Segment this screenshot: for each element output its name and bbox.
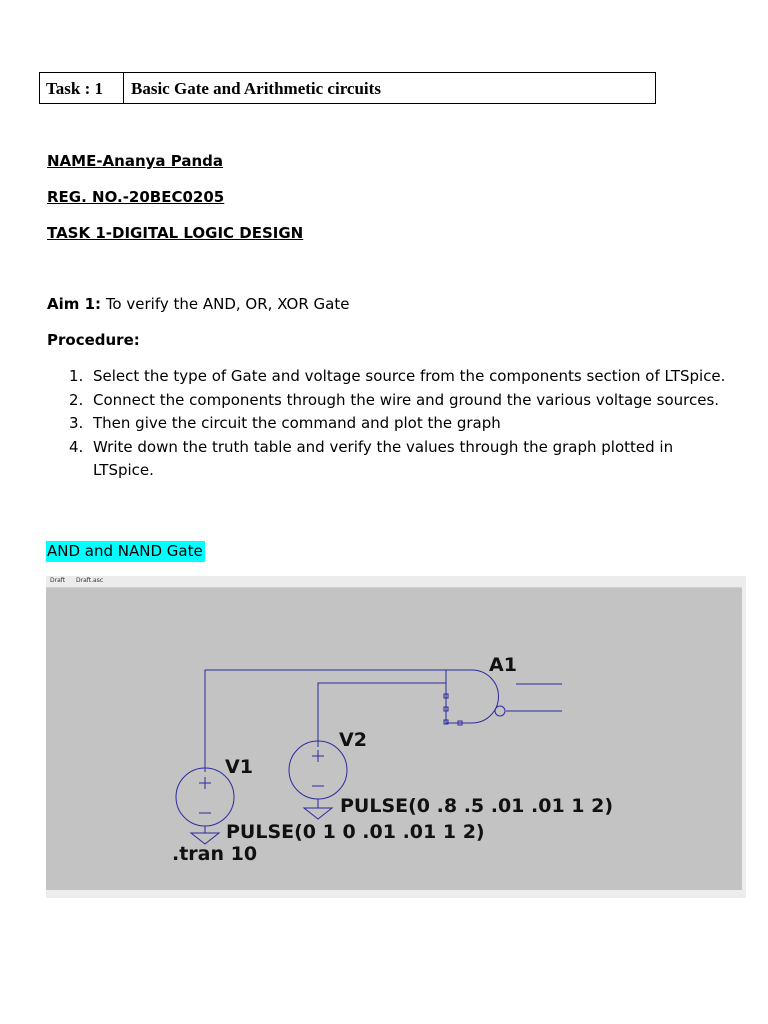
v2-plus-sign	[312, 750, 324, 762]
v1-plus-sign	[199, 777, 211, 789]
task-header-table	[39, 72, 656, 104]
student-name: NAME-Ananya Panda	[47, 152, 224, 170]
v1-pulse-directive: PULSE(0 1 0 .01 .01 1 2)	[226, 821, 485, 843]
procedure-step	[47, 389, 727, 413]
step-number: 2.	[69, 390, 84, 409]
task-title-cell: Basic Gate and Arithmetic circuits	[131, 79, 381, 98]
aim-label: Aim 1:	[47, 295, 102, 313]
step-number: 1.	[69, 367, 84, 385]
schematic-canvas	[46, 576, 746, 898]
nand-bubble	[495, 706, 505, 716]
procedure-step	[47, 365, 727, 389]
wire-v2	[318, 683, 446, 747]
task-number-cell: Task : 1	[40, 73, 124, 103]
procedure-steps	[47, 365, 727, 483]
tab-draft-asc: Draft.asc	[76, 577, 104, 584]
step-text: Write down the truth table and verify the values through the graph plotted in LTSpice.	[93, 437, 674, 479]
step-number: 3.	[69, 414, 84, 432]
registration-number: REG. NO.-20BEC0205	[47, 188, 225, 206]
procedure-heading: Procedure:	[47, 331, 140, 349]
source-label-v2: V2	[339, 729, 367, 751]
source-label-v1: V1	[225, 756, 253, 778]
section-label-and-nand: AND and NAND Gate	[47, 542, 203, 560]
gate-label-a1: A1	[489, 654, 517, 676]
aim-line	[47, 295, 349, 313]
step-number: 4.	[69, 437, 84, 456]
step-text: Then give the circuit the command and plot the graph	[93, 414, 501, 432]
tran-command: .tran 10	[172, 843, 258, 865]
ltspice-schematic-screenshot	[46, 576, 746, 898]
tab-draft: Draft	[50, 577, 66, 584]
and-gate-body	[446, 670, 498, 723]
v2-pulse-directive: PULSE(0 .8 .5 .01 .01 1 2)	[340, 795, 614, 817]
step-text: Connect the components through the wire and ground the various voltage sources.	[93, 390, 720, 409]
step-text: Select the type of Gate and voltage source from the components section of LTSpice.	[93, 367, 726, 385]
procedure-step	[47, 436, 727, 483]
procedure-step	[47, 412, 727, 436]
aim-text: To verify the AND, OR, XOR Gate	[101, 295, 350, 313]
v2-ground-symbol	[304, 808, 332, 819]
task-title: TASK 1-DIGITAL LOGIC DESIGN	[47, 224, 304, 242]
